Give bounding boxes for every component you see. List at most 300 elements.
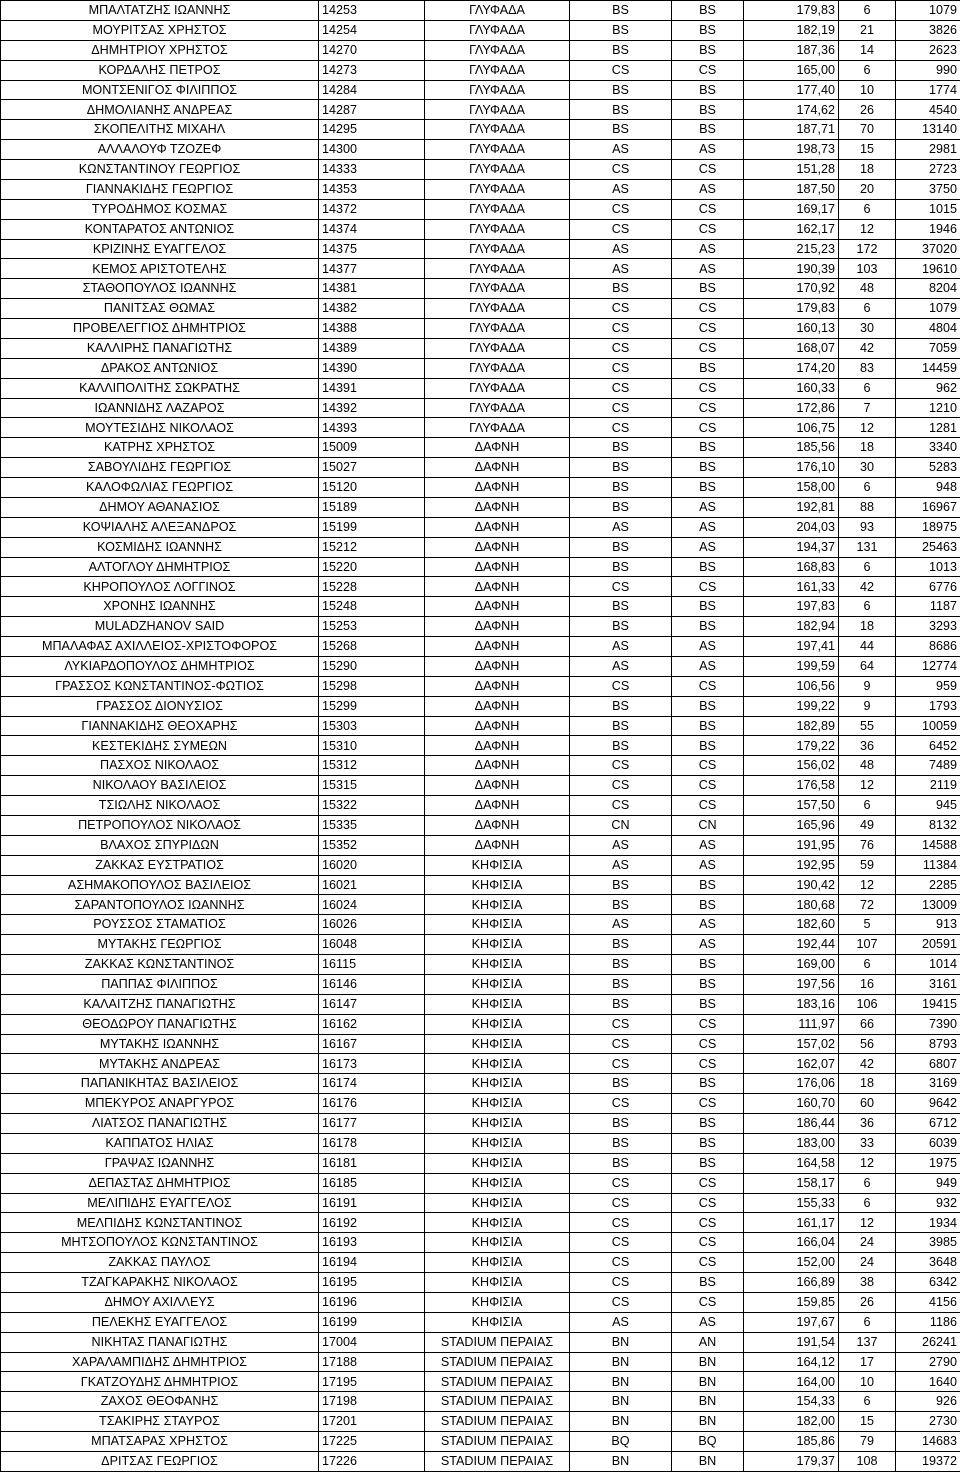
player-name-cell: ΖΑΚΚΑΣ ΠΑΥΛΟΣ: [1, 1253, 319, 1273]
games-cell: 83: [839, 358, 896, 378]
player-name-cell: ΠΡΟΒΕΛΕΓΓΙΟΣ ΔΗΜΗΤΡΙΟΣ: [1, 319, 319, 339]
club-cell: ΚΗΦΙΣΙΑ: [425, 1034, 570, 1054]
pinfall-cell: 932: [896, 1193, 960, 1213]
table-row: [1, 1, 960, 21]
games-cell: 30: [839, 319, 896, 339]
average-cell: 162,07: [744, 1054, 839, 1074]
club-cell: ΔΑΦΝΗ: [425, 835, 570, 855]
pinfall-cell: 2790: [896, 1352, 960, 1372]
table-row: [1, 1193, 960, 1213]
category-cell: BN: [672, 1451, 744, 1471]
pinfall-cell: 948: [896, 478, 960, 498]
player-name-cell: ΠΕΛΕΚΗΣ ΕΥΑΓΓΕΛΟΣ: [1, 1312, 319, 1332]
license-number-cell: 17004: [319, 1332, 425, 1352]
license-number-cell: 16192: [319, 1213, 425, 1233]
games-cell: 66: [839, 1014, 896, 1034]
category-cell: CS: [672, 1034, 744, 1054]
table-row: [1, 776, 960, 796]
table-row: [1, 279, 960, 299]
player-name-cell: ΜΕΛΠΙΔΗΣ ΚΩΝΣΤΑΝΤΙΝΟΣ: [1, 1213, 319, 1233]
pinfall-cell: 6452: [896, 736, 960, 756]
club-cell: ΓΛΥΦΑΔΑ: [425, 319, 570, 339]
category-cell: BS: [570, 1114, 672, 1134]
category-cell: BS: [570, 458, 672, 478]
average-cell: 179,83: [744, 1, 839, 21]
license-number-cell: 15290: [319, 656, 425, 676]
category-cell: BS: [570, 120, 672, 140]
pinfall-cell: 2730: [896, 1412, 960, 1432]
games-cell: 60: [839, 1094, 896, 1114]
license-number-cell: 16174: [319, 1074, 425, 1094]
license-number-cell: 17226: [319, 1451, 425, 1471]
category-cell: AS: [672, 656, 744, 676]
average-cell: 176,58: [744, 776, 839, 796]
games-cell: 6: [839, 199, 896, 219]
license-number-cell: 17188: [319, 1352, 425, 1372]
license-number-cell: 15009: [319, 438, 425, 458]
category-cell: BS: [570, 716, 672, 736]
category-cell: BS: [570, 617, 672, 637]
average-cell: 204,03: [744, 517, 839, 537]
category-cell: CS: [570, 60, 672, 80]
average-cell: 183,00: [744, 1133, 839, 1153]
games-cell: 6: [839, 557, 896, 577]
player-name-cell: ΚΑΤΡΗΣ ΧΡΗΣΤΟΣ: [1, 438, 319, 458]
club-cell: ΓΛΥΦΑΔΑ: [425, 100, 570, 120]
table-row: [1, 835, 960, 855]
table-row: [1, 656, 960, 676]
games-cell: 12: [839, 1213, 896, 1233]
average-cell: 174,20: [744, 358, 839, 378]
table-row: [1, 100, 960, 120]
games-cell: 18: [839, 617, 896, 637]
club-cell: ΚΗΦΙΣΙΑ: [425, 1312, 570, 1332]
category-cell: AS: [672, 935, 744, 955]
category-cell: AS: [672, 497, 744, 517]
club-cell: ΔΑΦΝΗ: [425, 776, 570, 796]
average-cell: 157,02: [744, 1034, 839, 1054]
table-row: [1, 875, 960, 895]
license-number-cell: 14287: [319, 100, 425, 120]
club-cell: ΓΛΥΦΑΔΑ: [425, 140, 570, 160]
pinfall-cell: 945: [896, 796, 960, 816]
average-cell: 191,54: [744, 1332, 839, 1352]
category-cell: AS: [570, 140, 672, 160]
average-cell: 215,23: [744, 239, 839, 259]
license-number-cell: 16176: [319, 1094, 425, 1114]
average-cell: 176,10: [744, 458, 839, 478]
license-number-cell: 14392: [319, 398, 425, 418]
games-cell: 10: [839, 1372, 896, 1392]
club-cell: ΚΗΦΙΣΙΑ: [425, 935, 570, 955]
average-cell: 179,83: [744, 299, 839, 319]
category-cell: CS: [570, 676, 672, 696]
category-cell: BS: [570, 696, 672, 716]
category-cell: BS: [570, 895, 672, 915]
games-cell: 17: [839, 1352, 896, 1372]
license-number-cell: 15248: [319, 597, 425, 617]
table-row: [1, 537, 960, 557]
pinfall-cell: 37020: [896, 239, 960, 259]
player-name-cell: ΚΑΛΛΙΠΟΛΙΤΗΣ ΣΩΚΡΑΤΗΣ: [1, 378, 319, 398]
games-cell: 18: [839, 1074, 896, 1094]
games-cell: 55: [839, 716, 896, 736]
pinfall-cell: 13009: [896, 895, 960, 915]
license-number-cell: 15312: [319, 756, 425, 776]
average-cell: 179,22: [744, 736, 839, 756]
games-cell: 44: [839, 637, 896, 657]
category-cell: CS: [570, 1054, 672, 1074]
category-cell: AS: [570, 835, 672, 855]
table-row: [1, 120, 960, 140]
license-number-cell: 16048: [319, 935, 425, 955]
average-cell: 164,12: [744, 1352, 839, 1372]
player-name-cell: ΘΕΟΔΩΡΟΥ ΠΑΝΑΓΙΩΤΗΣ: [1, 1014, 319, 1034]
license-number-cell: 16195: [319, 1273, 425, 1293]
table-row: [1, 1392, 960, 1412]
pinfall-cell: 9642: [896, 1094, 960, 1114]
pinfall-cell: 1014: [896, 955, 960, 975]
category-cell: AS: [672, 835, 744, 855]
average-cell: 168,07: [744, 338, 839, 358]
table-row: [1, 378, 960, 398]
player-name-cell: ΓΙΑΝΝΑΚΙΔΗΣ ΓΕΩΡΓΙΟΣ: [1, 179, 319, 199]
player-name-cell: ΚΟΝΤΑΡΑΤΟΣ ΑΝΤΩΝΙΟΣ: [1, 219, 319, 239]
average-cell: 164,58: [744, 1153, 839, 1173]
category-cell: BN: [672, 1412, 744, 1432]
average-cell: 151,28: [744, 160, 839, 180]
category-cell: BS: [672, 994, 744, 1014]
license-number-cell: 17195: [319, 1372, 425, 1392]
table-row: [1, 199, 960, 219]
club-cell: STADIUM ΠΕΡΑΙΑΣ: [425, 1451, 570, 1471]
club-cell: ΚΗΦΙΣΙΑ: [425, 974, 570, 994]
pinfall-cell: 1774: [896, 80, 960, 100]
average-cell: 161,33: [744, 577, 839, 597]
player-name-cell: ΠΑΠΠΑΣ ΦΙΛΙΠΠΟΣ: [1, 974, 319, 994]
club-cell: ΓΛΥΦΑΔΑ: [425, 120, 570, 140]
pinfall-cell: 10059: [896, 716, 960, 736]
category-cell: CS: [570, 1273, 672, 1293]
average-cell: 187,71: [744, 120, 839, 140]
player-name-cell: ΚΟΡΔΑΛΗΣ ΠΕΤΡΟΣ: [1, 60, 319, 80]
player-name-cell: ΑΛΛΑΛΟΥΦ ΤΖΟΖΕΦ: [1, 140, 319, 160]
category-cell: AS: [570, 259, 672, 279]
player-name-cell: ΜΗΤΣΟΠΟΥΛΟΣ ΚΩΝΣΤΑΝΤΙΝΟΣ: [1, 1233, 319, 1253]
category-cell: CS: [672, 160, 744, 180]
category-cell: BS: [672, 1133, 744, 1153]
table-row: [1, 676, 960, 696]
games-cell: 6: [839, 1173, 896, 1193]
games-cell: 106: [839, 994, 896, 1014]
games-cell: 6: [839, 1312, 896, 1332]
category-cell: CS: [672, 1292, 744, 1312]
category-cell: AS: [672, 637, 744, 657]
games-cell: 12: [839, 776, 896, 796]
license-number-cell: 15335: [319, 815, 425, 835]
club-cell: ΓΛΥΦΑΔΑ: [425, 20, 570, 40]
player-name-cell: ΔΗΜΟΛΙΑΝΗΣ ΑΝΔΡΕΑΣ: [1, 100, 319, 120]
average-cell: 166,04: [744, 1233, 839, 1253]
pinfall-cell: 1946: [896, 219, 960, 239]
club-cell: ΓΛΥΦΑΔΑ: [425, 398, 570, 418]
games-cell: 36: [839, 736, 896, 756]
games-cell: 26: [839, 100, 896, 120]
license-number-cell: 16178: [319, 1133, 425, 1153]
club-cell: ΔΑΦΝΗ: [425, 656, 570, 676]
club-cell: ΔΑΦΝΗ: [425, 557, 570, 577]
category-cell: CS: [570, 1193, 672, 1213]
pinfall-cell: 1210: [896, 398, 960, 418]
club-cell: ΓΛΥΦΑΔΑ: [425, 259, 570, 279]
pinfall-cell: 6712: [896, 1114, 960, 1134]
games-cell: 12: [839, 1153, 896, 1173]
category-cell: AS: [570, 915, 672, 935]
table-row: [1, 1273, 960, 1293]
table-row: [1, 1412, 960, 1432]
average-cell: 190,39: [744, 259, 839, 279]
category-cell: AS: [672, 517, 744, 537]
player-name-cell: ΔΕΠΑΣΤΑΣ ΔΗΜΗΤΡΙΟΣ: [1, 1173, 319, 1193]
license-number-cell: 14284: [319, 80, 425, 100]
table-row: [1, 637, 960, 657]
table-row: [1, 994, 960, 1014]
table-row: [1, 557, 960, 577]
category-cell: AS: [570, 179, 672, 199]
games-cell: 9: [839, 676, 896, 696]
average-cell: 176,06: [744, 1074, 839, 1094]
player-name-cell: ΓΚΑΤΖΟΥΔΗΣ ΔΗΜΗΤΡΙΟΣ: [1, 1372, 319, 1392]
table-row: [1, 1253, 960, 1273]
average-cell: 156,02: [744, 756, 839, 776]
average-cell: 197,67: [744, 1312, 839, 1332]
club-cell: ΓΛΥΦΑΔΑ: [425, 239, 570, 259]
pinfall-cell: 3826: [896, 20, 960, 40]
category-cell: BS: [570, 1074, 672, 1094]
category-cell: BN: [570, 1392, 672, 1412]
average-cell: 165,96: [744, 815, 839, 835]
license-number-cell: 14391: [319, 378, 425, 398]
games-cell: 21: [839, 20, 896, 40]
pinfall-cell: 3161: [896, 974, 960, 994]
pinfall-cell: 7390: [896, 1014, 960, 1034]
club-cell: ΓΛΥΦΑΔΑ: [425, 279, 570, 299]
average-cell: 158,00: [744, 478, 839, 498]
category-cell: BS: [570, 40, 672, 60]
category-cell: BS: [570, 478, 672, 498]
license-number-cell: 16193: [319, 1233, 425, 1253]
pinfall-cell: 1079: [896, 1, 960, 21]
player-name-cell: ΚΩΝΣΤΑΝΤΙΝΟΥ ΓΕΩΡΓΙΟΣ: [1, 160, 319, 180]
player-name-cell: ΔΗΜΗΤΡΙΟΥ ΧΡΗΣΤΟΣ: [1, 40, 319, 60]
club-cell: ΓΛΥΦΑΔΑ: [425, 80, 570, 100]
average-cell: 192,44: [744, 935, 839, 955]
player-name-cell: ΝΙΚΗΤΑΣ ΠΑΝΑΓΙΩΤΗΣ: [1, 1332, 319, 1352]
table-row: [1, 1332, 960, 1352]
table-row: [1, 40, 960, 60]
club-cell: ΚΗΦΙΣΙΑ: [425, 875, 570, 895]
license-number-cell: 16146: [319, 974, 425, 994]
average-cell: 197,41: [744, 637, 839, 657]
player-name-cell: ΑΛΤΟΓΛΟΥ ΔΗΜΗΤΡΙΟΣ: [1, 557, 319, 577]
category-cell: CS: [570, 776, 672, 796]
average-cell: 192,95: [744, 855, 839, 875]
club-cell: ΚΗΦΙΣΙΑ: [425, 1094, 570, 1114]
games-cell: 6: [839, 1193, 896, 1213]
pinfall-cell: 4804: [896, 319, 960, 339]
player-name-cell: ΜΠΑΛΑΦΑΣ ΑΧΙΛΛΕΙΟΣ-ΧΡΙΣΤΟΦΟΡΟΣ: [1, 637, 319, 657]
pinfall-cell: 3169: [896, 1074, 960, 1094]
category-cell: CS: [570, 299, 672, 319]
license-number-cell: 14300: [319, 140, 425, 160]
player-name-cell: ΚΑΛΟΦΩΛΙΑΣ ΓΕΩΡΓΙΟΣ: [1, 478, 319, 498]
average-cell: 182,19: [744, 20, 839, 40]
average-cell: 199,59: [744, 656, 839, 676]
player-name-cell: ΜΠΑΤΣΑΡΑΣ ΧΡΗΣΤΟΣ: [1, 1432, 319, 1452]
license-number-cell: 14270: [319, 40, 425, 60]
games-cell: 30: [839, 458, 896, 478]
pinfall-cell: 19372: [896, 1451, 960, 1471]
category-cell: CS: [672, 1054, 744, 1074]
player-name-cell: ΚΕΜΟΣ ΑΡΙΣΤΟΤΕΛΗΣ: [1, 259, 319, 279]
category-cell: BS: [570, 736, 672, 756]
category-cell: CS: [570, 756, 672, 776]
table-row: [1, 438, 960, 458]
category-cell: BS: [672, 358, 744, 378]
category-cell: CS: [672, 676, 744, 696]
category-cell: CS: [672, 338, 744, 358]
category-cell: BS: [672, 1074, 744, 1094]
average-cell: 106,56: [744, 676, 839, 696]
player-name-cell: ΓΡΑΣΣΟΣ ΚΩΝΣΤΑΝΤΙΝΟΣ-ΦΩΤΙΟΣ: [1, 676, 319, 696]
category-cell: CS: [672, 756, 744, 776]
club-cell: ΔΑΦΝΗ: [425, 696, 570, 716]
category-cell: BS: [570, 994, 672, 1014]
player-name-cell: ΚΑΛΑΙΤΖΗΣ ΠΑΝΑΓΙΩΤΗΣ: [1, 994, 319, 1014]
table-row: [1, 617, 960, 637]
club-cell: ΓΛΥΦΑΔΑ: [425, 358, 570, 378]
games-cell: 14: [839, 40, 896, 60]
pinfall-cell: 11384: [896, 855, 960, 875]
games-cell: 93: [839, 517, 896, 537]
average-cell: 162,17: [744, 219, 839, 239]
pinfall-cell: 12774: [896, 656, 960, 676]
club-cell: ΚΗΦΙΣΙΑ: [425, 855, 570, 875]
table-row: [1, 815, 960, 835]
license-number-cell: 15199: [319, 517, 425, 537]
pinfall-cell: 25463: [896, 537, 960, 557]
pinfall-cell: 3293: [896, 617, 960, 637]
games-cell: 12: [839, 875, 896, 895]
club-cell: ΓΛΥΦΑΔΑ: [425, 299, 570, 319]
player-name-cell: ΤΥΡΟΔΗΜΟΣ ΚΟΣΜΑΣ: [1, 199, 319, 219]
category-cell: CS: [672, 776, 744, 796]
player-name-cell: ΣΚΟΠΕΛΙΤΗΣ ΜΙΧΑΗΛ: [1, 120, 319, 140]
pinfall-cell: 3985: [896, 1233, 960, 1253]
club-cell: ΚΗΦΙΣΙΑ: [425, 994, 570, 1014]
category-cell: CS: [672, 796, 744, 816]
license-number-cell: 15253: [319, 617, 425, 637]
games-cell: 56: [839, 1034, 896, 1054]
table-row: [1, 398, 960, 418]
category-cell: CS: [570, 1094, 672, 1114]
table-row: [1, 299, 960, 319]
club-cell: ΔΑΦΝΗ: [425, 736, 570, 756]
average-cell: 197,56: [744, 974, 839, 994]
table-row: [1, 974, 960, 994]
games-cell: 26: [839, 1292, 896, 1312]
category-cell: CS: [570, 577, 672, 597]
license-number-cell: 15220: [319, 557, 425, 577]
club-cell: STADIUM ΠΕΡΑΙΑΣ: [425, 1372, 570, 1392]
license-number-cell: 15315: [319, 776, 425, 796]
games-cell: 12: [839, 418, 896, 438]
category-cell: CS: [672, 299, 744, 319]
license-number-cell: 16024: [319, 895, 425, 915]
club-cell: ΓΛΥΦΑΔΑ: [425, 179, 570, 199]
pinfall-cell: 8793: [896, 1034, 960, 1054]
club-cell: ΚΗΦΙΣΙΑ: [425, 1074, 570, 1094]
category-cell: CN: [672, 815, 744, 835]
average-cell: 157,50: [744, 796, 839, 816]
average-cell: 172,86: [744, 398, 839, 418]
category-cell: BN: [570, 1352, 672, 1372]
table-row: [1, 140, 960, 160]
category-cell: BN: [672, 1372, 744, 1392]
license-number-cell: 15268: [319, 637, 425, 657]
player-name-cell: ΚΟΨΙΑΛΗΣ ΑΛΕΞΑΝΔΡΟΣ: [1, 517, 319, 537]
games-cell: 7: [839, 398, 896, 418]
pinfall-cell: 7059: [896, 338, 960, 358]
average-cell: 197,83: [744, 597, 839, 617]
club-cell: ΔΑΦΝΗ: [425, 716, 570, 736]
category-cell: BS: [570, 935, 672, 955]
category-cell: AS: [672, 140, 744, 160]
pinfall-cell: 19610: [896, 259, 960, 279]
category-cell: AS: [672, 239, 744, 259]
player-name-cell: MULADZHANOV SAID: [1, 617, 319, 637]
category-cell: CS: [672, 1213, 744, 1233]
table-row: [1, 319, 960, 339]
license-number-cell: 14390: [319, 358, 425, 378]
category-cell: BS: [672, 20, 744, 40]
average-cell: 179,37: [744, 1451, 839, 1471]
pinfall-cell: 926: [896, 1392, 960, 1412]
pinfall-cell: 1793: [896, 696, 960, 716]
category-cell: BS: [570, 20, 672, 40]
games-cell: 131: [839, 537, 896, 557]
category-cell: BS: [570, 497, 672, 517]
table-row: [1, 239, 960, 259]
category-cell: CS: [570, 1253, 672, 1273]
games-cell: 18: [839, 160, 896, 180]
club-cell: ΓΛΥΦΑΔΑ: [425, 378, 570, 398]
category-cell: BS: [570, 955, 672, 975]
games-cell: 88: [839, 497, 896, 517]
average-cell: 170,92: [744, 279, 839, 299]
table-row: [1, 1014, 960, 1034]
pinfall-cell: 2981: [896, 140, 960, 160]
player-name-cell: ΙΩΑΝΝΙΔΗΣ ΛΑΖΑΡΟΣ: [1, 398, 319, 418]
average-cell: 198,73: [744, 140, 839, 160]
category-cell: AS: [570, 239, 672, 259]
category-cell: BN: [672, 1392, 744, 1412]
license-number-cell: 14382: [319, 299, 425, 319]
category-cell: BQ: [570, 1432, 672, 1452]
category-cell: BS: [570, 557, 672, 577]
category-cell: CS: [570, 398, 672, 418]
category-cell: BS: [672, 617, 744, 637]
